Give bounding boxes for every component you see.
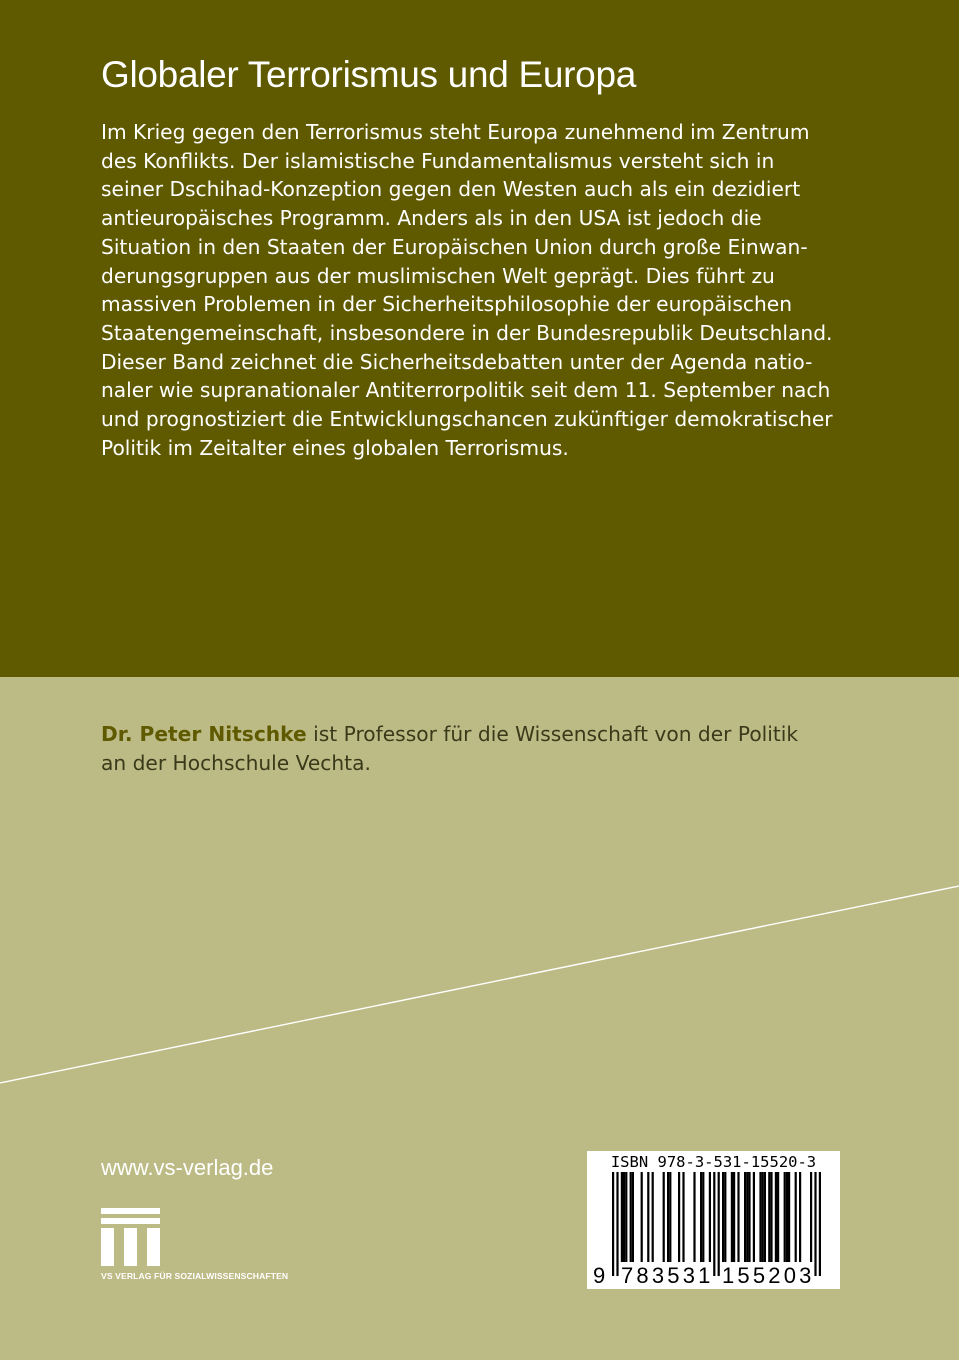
barcode-bar xyxy=(799,1172,801,1262)
blurb-line: Politik im Zeitalter eines globalen Terrorismus. xyxy=(101,435,569,460)
barcode-guard-bar xyxy=(814,1172,816,1276)
book-blurb xyxy=(101,118,891,462)
barcode-bar xyxy=(753,1172,755,1262)
barcode-bar xyxy=(700,1172,702,1262)
barcode-bar xyxy=(810,1172,812,1262)
barcode-bar xyxy=(647,1172,649,1262)
barcode-bar xyxy=(625,1172,627,1262)
barcode-bar xyxy=(663,1172,665,1262)
barcode-bar xyxy=(762,1172,764,1262)
publisher-name: VS VERLAG FÜR SOZIALWISSENSCHAFTEN xyxy=(101,1271,289,1281)
blurb-line: Situation in den Staaten der Europäischen Union durch große Einwan- xyxy=(101,234,808,259)
barcode-guard-bar xyxy=(718,1172,720,1276)
barcode-bar xyxy=(702,1172,704,1262)
barcode-bar xyxy=(621,1172,623,1262)
barcode-bar xyxy=(678,1172,680,1262)
publisher-website: www.vs-verlag.de xyxy=(101,1155,274,1180)
blurb-line: Im Krieg gegen den Terrorismus steht Europa zunehmend im Zentrum xyxy=(101,120,810,144)
barcode-bar xyxy=(777,1172,779,1262)
blurb-line: antieuropäisches Programm. Anders als in den USA ist jedoch die xyxy=(101,206,762,231)
barcode-bar xyxy=(788,1172,790,1262)
barcode-bar xyxy=(682,1172,684,1262)
barcode-bar xyxy=(632,1172,634,1262)
author-name: Dr. Peter Nitschke xyxy=(101,722,307,746)
blurb-line: Staatengemeinschaft, insbesondere in der Bundesrepublik Deutschland. xyxy=(101,320,833,345)
book-title: Globaler Terrorismus und Europa xyxy=(101,54,637,95)
diagonal-divider-line xyxy=(0,677,959,1097)
barcode-bar xyxy=(731,1172,733,1262)
blurb-line: seiner Dschihad-Konzeption gegen den Westen auch als ein dezidiert xyxy=(101,177,801,202)
barcode-guard-bar xyxy=(819,1172,821,1276)
barcode-bar xyxy=(759,1172,761,1262)
barcode-bar xyxy=(724,1172,726,1262)
barcode-guard-bar xyxy=(713,1172,715,1276)
blurb-line: naler wie supranationaler Antiterrorpolitik seit dem 11. September nach xyxy=(101,378,831,403)
barcode-bar xyxy=(722,1172,724,1262)
blurb-line: derungsgruppen aus der muslimischen Welt geprägt. Dies führt zu xyxy=(101,263,775,288)
isbn-label: ISBN 978-3-531-15520-3 xyxy=(610,1153,817,1171)
blurb-line: des Konflikts. Der islamistische Fundamentalismus versteht sich in xyxy=(101,148,775,173)
blurb-line: massiven Problemen in der Sicherheitsphilosophie der europäischen xyxy=(101,292,793,317)
barcode-bar xyxy=(768,1172,770,1262)
barcode-bar xyxy=(775,1172,777,1262)
barcode-bar xyxy=(669,1172,671,1262)
ean-right-group: 155203 xyxy=(722,1263,815,1288)
barcode-bar xyxy=(693,1172,695,1262)
barcode-bar xyxy=(770,1172,772,1262)
barcode-bar xyxy=(748,1172,750,1262)
barcode-bar xyxy=(786,1172,788,1262)
barcode-bar xyxy=(764,1172,766,1262)
barcode-bar xyxy=(733,1172,735,1262)
barcode-guard-bar xyxy=(616,1172,618,1276)
ean-first-digit: 9 xyxy=(593,1263,606,1288)
barcode-bar xyxy=(641,1172,643,1262)
barcode-bar xyxy=(630,1172,632,1262)
barcode-bar xyxy=(744,1172,746,1262)
barcode-bar xyxy=(795,1172,797,1262)
publisher-logo-icon xyxy=(101,1208,161,1268)
barcode-bar xyxy=(737,1172,739,1262)
blurb-line: Dieser Band zeichnet die Sicherheitsdebatten unter der Agenda natio- xyxy=(101,349,813,374)
ean-left-group: 783531 xyxy=(621,1263,714,1288)
barcode-bar xyxy=(667,1172,669,1262)
author-line-2: an der Hochschule Vechta. xyxy=(101,750,371,775)
barcode-bar xyxy=(709,1172,711,1262)
barcode-bar xyxy=(652,1172,654,1262)
author-role: ist Professor für die Wissenschaft von der Politik xyxy=(306,722,799,746)
barcode-bar xyxy=(623,1172,625,1262)
barcode-bar xyxy=(746,1172,748,1262)
isbn-barcode xyxy=(587,1151,840,1289)
barcode-guard-bar xyxy=(612,1172,614,1276)
barcode-bar xyxy=(784,1172,786,1262)
blurb-line: und prognostiziert die Entwicklungschancen zukünftiger demokratischer xyxy=(101,407,833,432)
